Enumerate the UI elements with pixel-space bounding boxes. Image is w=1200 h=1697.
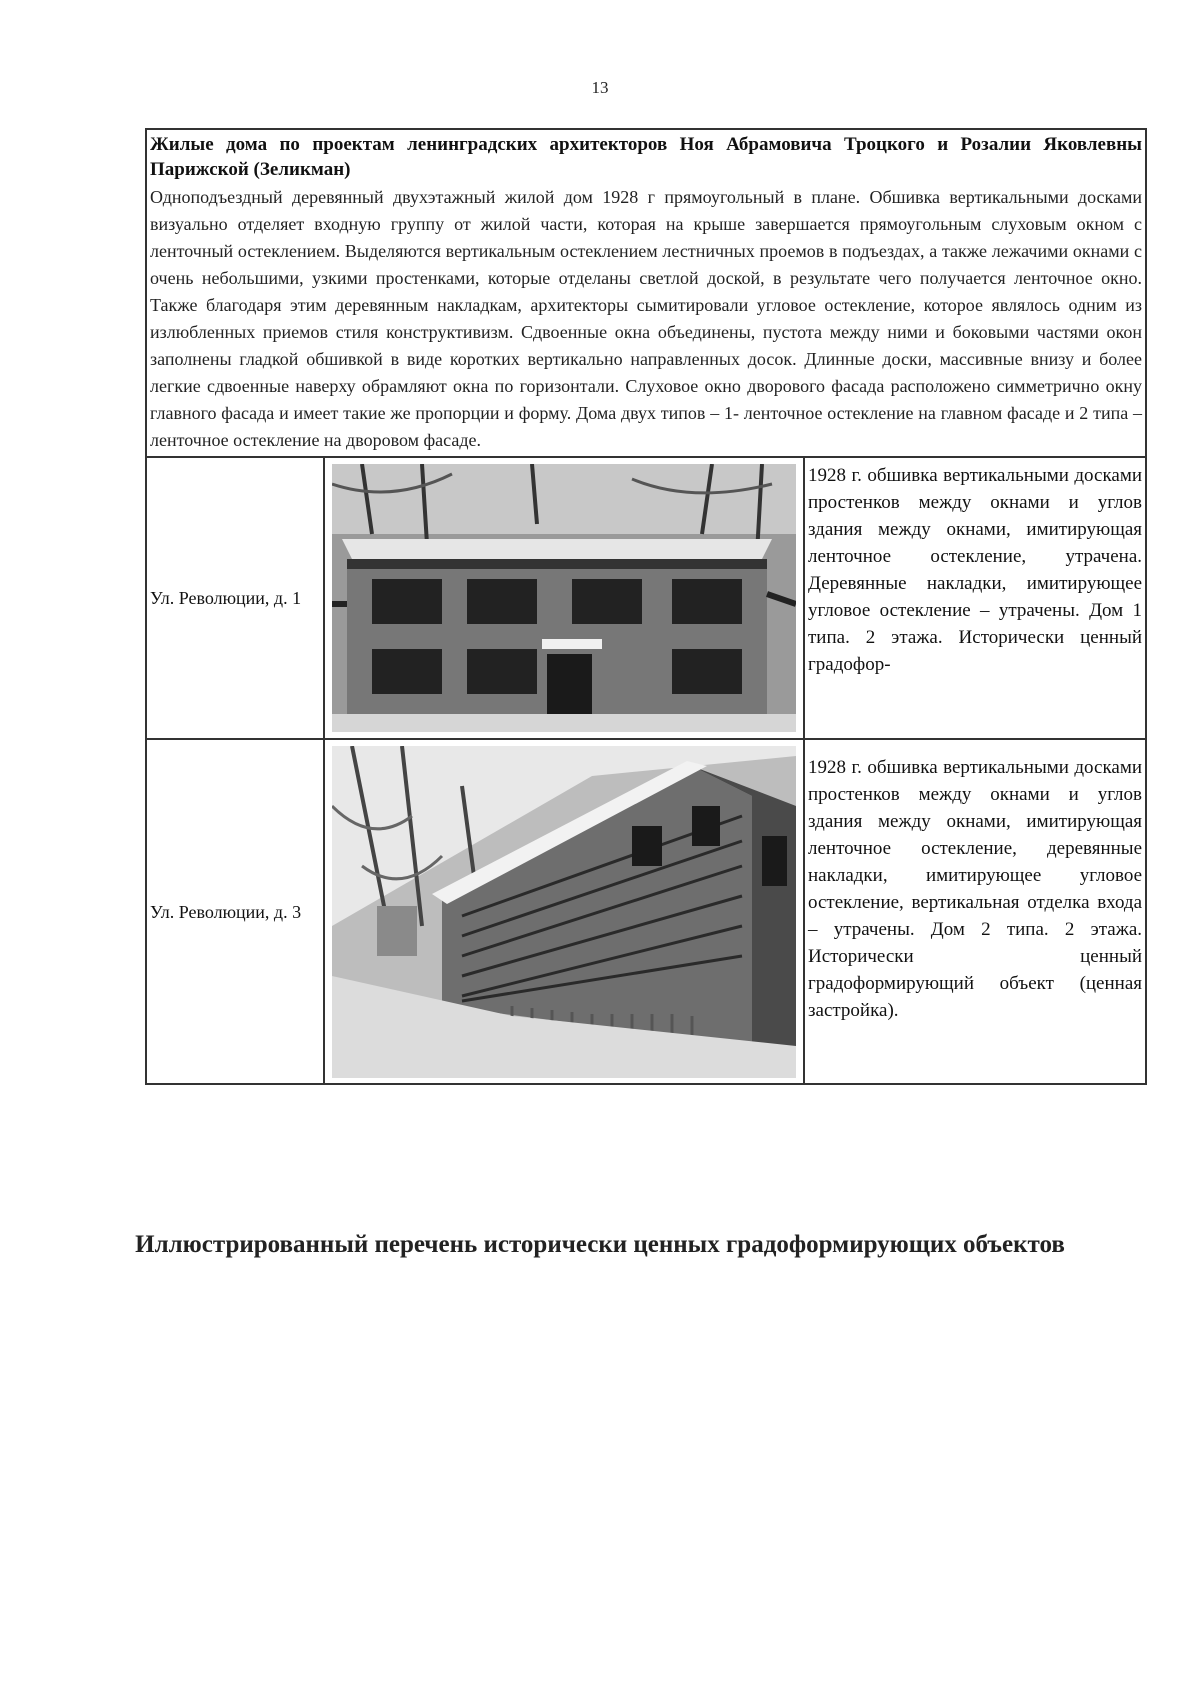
description-cell <box>804 457 1146 739</box>
objects-table <box>145 128 1147 1085</box>
description-cell <box>804 739 1146 1084</box>
photo-cell <box>324 739 804 1084</box>
table-row <box>146 457 1146 739</box>
description-clip <box>808 462 1142 727</box>
house-photo-1 <box>332 464 796 732</box>
photo-cell <box>324 457 804 739</box>
address-label: Ул. Революции, д. 3 <box>150 901 302 922</box>
address-cell <box>146 739 324 1084</box>
address-label: Ул. Революции, д. 1 <box>150 588 302 608</box>
intro-text: Одноподъездный деревянный двухэтажный жилой дом 1928 г прямоугольный в плане. Обшивка вертикальными досками визуально отделяет входную группу от жилой части, которая на крыше завершается прямоугольным слуховым окном с ленточный остеклением. Выделяются вертикальным остеклением лестничных проемов в подъездах, а также лежачими окнами с очень небольшими, узкими простенками, которые отделаны светлой доской, в результате чего получается ленточное окно. Также благодаря этим деревянным накладкам, архитекторы сымитировали угловое остекление, которое являлось одним из излюбленных приемов стиля конструктивизм. Сдвоенные окна объединены, пустота между ними и боковыми частями окон заполнены гладкой обшивкой в виде коротких вертикально направленных досок. Длинные доски, массивные внизу и более легкие сдвоенные наверху обрамляют окна по горизонтали. Слуховое окно дворового фасада расположено симметрично окну главного фасада и имеет такие же пропорции и форму. Дома двух типов – 1- ленточное остекление на главном фасаде и 2 типа – ленточное остекление на дворовом фасаде. <box>150 187 1143 450</box>
intro-cell <box>146 129 1146 457</box>
section-title: Иллюстрированный перечень исторически ценных градоформирующих объектов <box>135 1231 1065 1258</box>
address-cell <box>146 457 324 739</box>
description-text: 1928 г. обшивка вертикальными досками простенков между окнами и углов здания между окнами, имитирующая ленточное остекление, деревянные накладки, имитирующее угловое остекление, вертикальная отделка входа – утрачены. Дом 2 типа. 2 этажа. Исторически ценный градоформирующий объект (ценная застройка). <box>808 757 1143 1021</box>
table-row <box>146 739 1146 1084</box>
house-photo-2 <box>332 746 796 1078</box>
description-text: 1928 г. обшивка вертикальными досками простенков между окнами и углов здания между окнами, имитирующая ленточное остекление, утрачена. Деревянные накладки, имитирующее угловое остекление – утрачены. Дом 1 типа. 2 этажа. Исторически ценный градофор- <box>808 465 1143 675</box>
page-number: 13 <box>591 78 609 97</box>
intro-title: Жилые дома по проектам ленинградских архитекторов Ноя Абрамовича Троцкого и Розалии Яковлевны Парижской (Зеликман) <box>150 134 1143 180</box>
intro-row <box>146 129 1146 457</box>
